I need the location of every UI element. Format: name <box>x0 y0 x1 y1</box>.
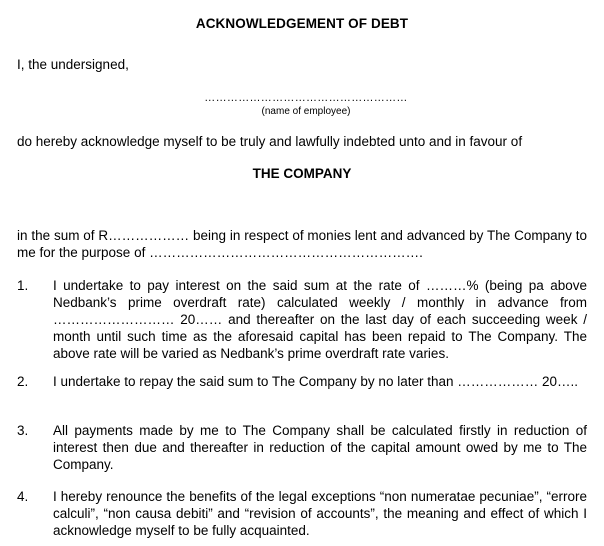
clause-number: 2. <box>17 374 29 389</box>
sum-paragraph: in the sum of R……………… being in respect of monies lent and advanced by The Company to me for the purpose of ……………………………………………………. <box>17 228 587 260</box>
clause-3 <box>17 422 587 473</box>
clause-text: I undertake to pay interest on the said sum at the rate of ………% (being pa above Nedbank’s prime overdraft rate) calculated weekly / monthly in advance from ……………………… 20…… and thereafter on the last day of each succeeding week / month until such time as the aforesaid capital has been repaid to The Company. The above rate will be varied as Nedbank’s prime overdraft rate varies. <box>53 278 587 361</box>
acknowledge-text: do hereby acknowledge myself to be truly and lawfully indebted unto and in favour of <box>17 134 523 149</box>
clause-text: All payments made by me to The Company shall be calculated firstly in reduction of interest then due and thereafter in reduction of the capital amount owed by me to The Company. <box>53 423 587 472</box>
clause-1 <box>17 277 587 362</box>
clause-number: 1. <box>17 278 29 293</box>
employee-name-blank: ……………………………………………… <box>204 92 408 104</box>
company-heading: THE COMPANY <box>252 166 352 181</box>
intro-text: I, the undersigned, <box>17 57 129 72</box>
clause-text: I hereby renounce the benefits of the legal exceptions “non numeratae pecuniae”, “errore calculi”, “non causa debiti” and “revision of accounts”, the meaning and effect of which I acknowledge myself to be fully acquainted. <box>53 489 587 538</box>
clause-number: 3. <box>17 423 29 438</box>
clause-4 <box>17 488 587 539</box>
clause-text: I undertake to repay the said sum to The Company by no later than ……………… 20….. <box>53 374 579 389</box>
clause-2 <box>17 373 587 390</box>
employee-name-caption: (name of employee) <box>261 106 351 117</box>
document-title: ACKNOWLEDGEMENT OF DEBT <box>195 16 409 31</box>
clause-number: 4. <box>17 489 29 504</box>
